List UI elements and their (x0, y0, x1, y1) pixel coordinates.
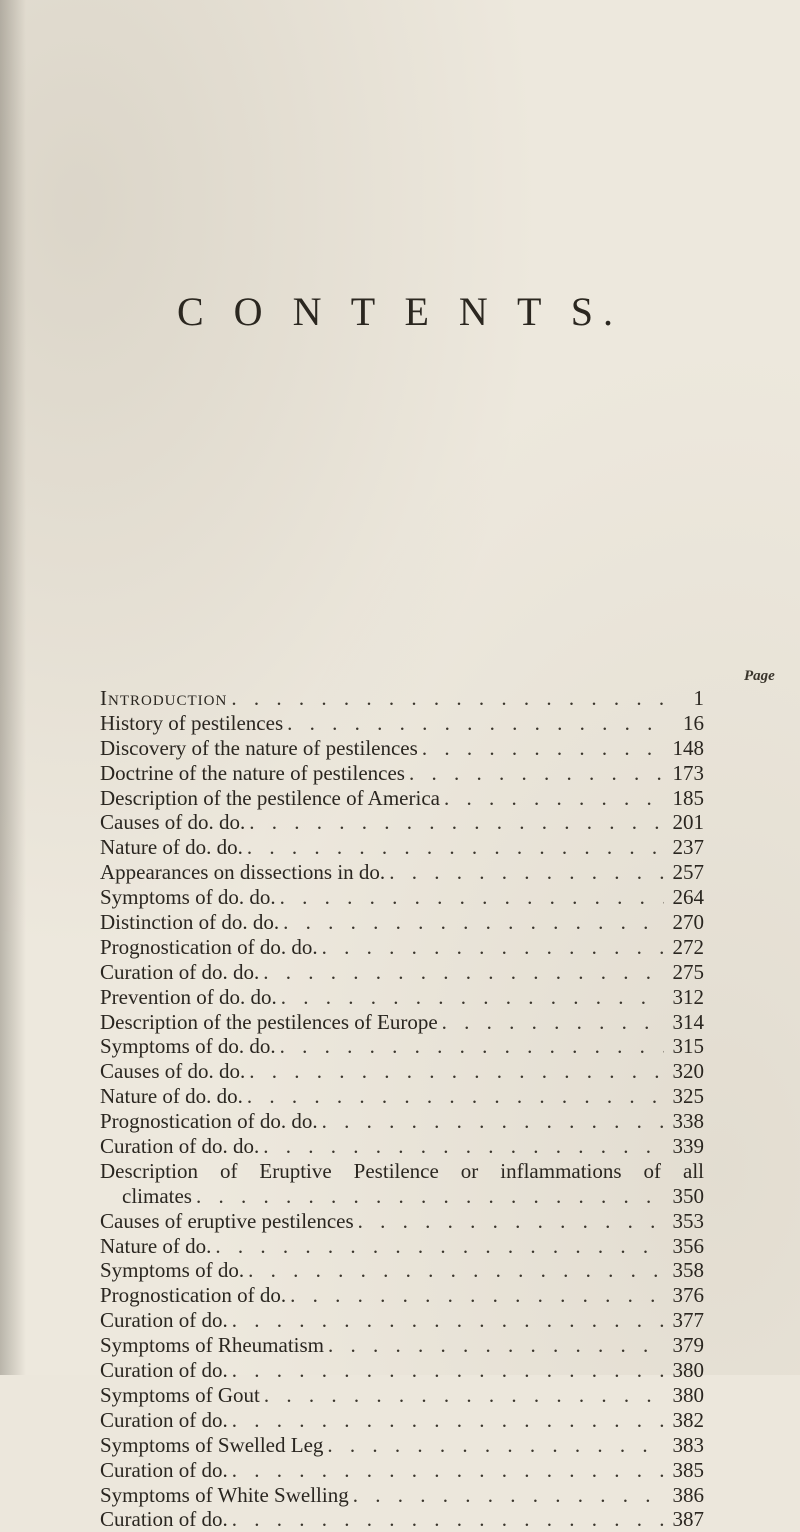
dot-leader (327, 1433, 664, 1458)
toc-entry-page: 272 (672, 934, 704, 959)
dot-leader (280, 885, 664, 910)
toc-entry-title: Curation of do. (100, 1507, 228, 1532)
toc-entry-title: Causes of do. do. (100, 1059, 246, 1084)
toc-entry (100, 1358, 704, 1383)
toc-entry (100, 1333, 704, 1358)
dot-leader (232, 1408, 664, 1433)
toc-entry (100, 1209, 704, 1234)
toc-entry (100, 910, 704, 935)
toc-entry (100, 1234, 704, 1259)
toc-entry-title: Description of the pestilences of Europe (100, 1009, 438, 1034)
page-column-label: Page (744, 668, 775, 684)
toc-entry-title: Curation of do. (100, 1308, 228, 1333)
toc-entry-page: 275 (672, 959, 704, 984)
toc-entry-title: Prognostication of do. (100, 1283, 287, 1308)
toc-entry-page: 376 (672, 1283, 704, 1308)
toc-entry-row (100, 1433, 704, 1458)
toc-entry-page: 386 (672, 1482, 704, 1507)
toc-entry (100, 1034, 704, 1059)
contents-heading: C O N T E N T S. (177, 289, 623, 334)
toc-entry (100, 761, 704, 786)
dot-leader (281, 985, 664, 1010)
toc-entry (100, 1283, 704, 1308)
dot-leader (287, 711, 664, 736)
toc-entry-title: Symptoms of do. do. (100, 885, 276, 910)
dot-leader (232, 1507, 664, 1532)
toc-entry-title: Prognostication of do. do. (100, 934, 318, 959)
toc-entry (100, 711, 704, 736)
dot-leader (389, 860, 664, 885)
toc-entry-title: Nature of do. (100, 1233, 212, 1258)
toc-entry-row (100, 910, 704, 935)
toc-entry-title: Description of the pestilence of America (100, 785, 440, 810)
dot-leader (232, 1308, 664, 1333)
toc-entry-row (100, 1383, 704, 1408)
toc-entry-page: 353 (672, 1208, 704, 1233)
toc-entry-page: 385 (672, 1457, 704, 1482)
dot-leader (444, 786, 664, 811)
toc-entry-page: 264 (672, 885, 704, 910)
toc-entry-page: 312 (672, 984, 704, 1009)
toc-entry (100, 1433, 704, 1458)
toc-entry-title: Appearances on dissections in do. (100, 860, 386, 885)
dot-leader (215, 1234, 664, 1259)
table-of-contents (100, 686, 704, 1532)
toc-entry-title: Discovery of the nature of pestilences (100, 735, 418, 760)
toc-entry (100, 1383, 704, 1408)
toc-entry-row (100, 1010, 704, 1035)
dot-leader (263, 960, 664, 985)
toc-entry-title: Causes of do. do. (100, 810, 246, 835)
toc-entry-row (100, 1458, 704, 1483)
toc-entry (100, 1059, 704, 1084)
dot-leader (247, 1084, 664, 1109)
dot-leader (290, 1283, 664, 1308)
toc-entry-page: 382 (672, 1407, 704, 1432)
toc-entry-title: Prognostication of do. do. (100, 1109, 318, 1134)
toc-entry-row (100, 1258, 704, 1283)
dot-leader (280, 1034, 664, 1059)
toc-entry (100, 736, 704, 761)
toc-entry-row (122, 1184, 704, 1209)
toc-entry-title: Description of Eruptive Pestilence or inflammations of all (100, 1158, 704, 1183)
toc-entry-title: Symptoms of White Swelling (100, 1482, 349, 1507)
dot-leader (322, 935, 664, 960)
toc-entry-row (100, 1059, 704, 1084)
toc-entry-page: 16 (683, 710, 704, 735)
toc-entry-page: 380 (672, 1358, 704, 1383)
toc-entry-page: 339 (672, 1134, 704, 1159)
dot-leader (442, 1010, 664, 1035)
toc-entry-title: Curation of do. do. (100, 1134, 260, 1159)
toc-entry (100, 1084, 704, 1109)
toc-entry (100, 1109, 704, 1134)
dot-leader (422, 736, 664, 761)
toc-entry (100, 1507, 704, 1532)
toc-entry (100, 1458, 704, 1483)
toc-entry (100, 786, 704, 811)
toc-entry-title: Nature of do. do. (100, 1084, 243, 1109)
dot-leader (249, 1059, 664, 1084)
toc-entry-row (100, 1308, 704, 1333)
dot-leader (249, 810, 664, 835)
dot-leader (328, 1333, 664, 1358)
toc-entry-page: 320 (672, 1059, 704, 1084)
toc-entry-title: Symptoms of Gout (100, 1382, 260, 1407)
toc-entry-title: Causes of eruptive pestilences (100, 1208, 354, 1233)
toc-entry (100, 860, 704, 885)
toc-entry-page: 1 (693, 686, 704, 710)
toc-entry-row (100, 1209, 704, 1234)
dot-leader (196, 1184, 664, 1209)
dot-leader (264, 1383, 664, 1408)
dot-leader (248, 1258, 664, 1283)
toc-entry-page: 350 (672, 1183, 704, 1208)
toc-entry-title: Distinction of do. do. (100, 910, 280, 935)
toc-entry (100, 1184, 704, 1209)
toc-entry-page: 358 (672, 1258, 704, 1283)
toc-entry-row (100, 1109, 704, 1134)
toc-entry-row (100, 761, 704, 786)
toc-entry-title: Doctrine of the nature of pestilences (100, 760, 405, 785)
dot-leader (247, 835, 664, 860)
toc-entry-page: 148 (672, 735, 704, 760)
toc-entry-page: 377 (672, 1308, 704, 1333)
toc-entry-page: 356 (672, 1233, 704, 1258)
toc-entry-page: 379 (672, 1333, 704, 1358)
toc-entry-title: Introduction (100, 686, 228, 710)
toc-entry-title: Symptoms of do. do. (100, 1034, 276, 1059)
dot-leader (283, 910, 664, 935)
toc-entry-row (100, 686, 704, 711)
toc-entry-row (100, 1034, 704, 1059)
toc-entry-row (100, 885, 704, 910)
toc-entry-title: Curation of do. (100, 1358, 228, 1383)
toc-entry-row (100, 835, 704, 860)
toc-entry (100, 985, 704, 1010)
toc-entry-row (100, 985, 704, 1010)
toc-entry-row (100, 1507, 704, 1532)
toc-entry-row (100, 1084, 704, 1109)
page-gutter-shadow (0, 0, 26, 1375)
toc-entry-title: Curation of do. do. (100, 959, 260, 984)
toc-entry-row (100, 935, 704, 960)
toc-entry (100, 1483, 704, 1508)
toc-entry-row (100, 1408, 704, 1433)
toc-entry-row (100, 786, 704, 811)
toc-entry-title: Nature of do. do. (100, 835, 243, 860)
toc-entry (100, 935, 704, 960)
toc-entry-row (100, 960, 704, 985)
toc-entry-title: Prevention of do. do. (100, 984, 277, 1009)
toc-entry (100, 1159, 704, 1184)
toc-entry-title: History of pestilences (100, 710, 284, 735)
toc-entry-page: 270 (672, 910, 704, 935)
toc-entry-row (100, 1283, 704, 1308)
toc-entry (100, 810, 704, 835)
toc-entry-title: Symptoms of Swelled Leg (100, 1432, 324, 1457)
dot-leader (409, 761, 664, 786)
dot-leader (232, 1458, 664, 1483)
dot-leader (353, 1483, 664, 1508)
toc-entry-page: 201 (672, 810, 704, 835)
toc-entry-page: 257 (672, 860, 704, 885)
toc-entry-row (100, 1234, 704, 1259)
toc-entry-row (100, 1483, 704, 1508)
toc-entry (100, 1010, 704, 1035)
toc-entry-page: 387 (672, 1507, 704, 1532)
toc-entry-row (100, 860, 704, 885)
toc-entry (100, 1258, 704, 1283)
toc-entry-title: Curation of do. (100, 1407, 228, 1432)
toc-entry-title: Symptoms of do. (100, 1258, 245, 1283)
toc-entry-page: 314 (672, 1009, 704, 1034)
toc-entry-row (100, 711, 704, 736)
toc-entry-title: climates (122, 1183, 192, 1208)
toc-entry-page: 185 (672, 785, 704, 810)
toc-entry-page: 237 (672, 835, 704, 860)
toc-entry-page: 315 (672, 1034, 704, 1059)
toc-entry (100, 1408, 704, 1433)
toc-entry (100, 1134, 704, 1159)
dot-leader (263, 1134, 664, 1159)
toc-entry (100, 835, 704, 860)
toc-entry-row (100, 1358, 704, 1383)
toc-entry-page: 338 (672, 1109, 704, 1134)
toc-entry (100, 960, 704, 985)
toc-entry-row (100, 1134, 704, 1159)
toc-entry-page: 325 (672, 1084, 704, 1109)
dot-leader (231, 686, 664, 711)
toc-entry-title: Symptoms of Rheumatism (100, 1333, 325, 1358)
toc-entry-row (100, 810, 704, 835)
toc-entry-page: 383 (672, 1432, 704, 1457)
toc-entry-row (100, 1333, 704, 1358)
toc-entry (100, 885, 704, 910)
toc-entry-title: Curation of do. (100, 1457, 228, 1482)
toc-entry (100, 686, 704, 711)
toc-entry-page: 380 (672, 1382, 704, 1407)
toc-entry-page: 173 (672, 760, 704, 785)
dot-leader (322, 1109, 664, 1134)
toc-entry-row (100, 736, 704, 761)
dot-leader (358, 1209, 664, 1234)
dot-leader (232, 1358, 664, 1383)
toc-entry (100, 1308, 704, 1333)
